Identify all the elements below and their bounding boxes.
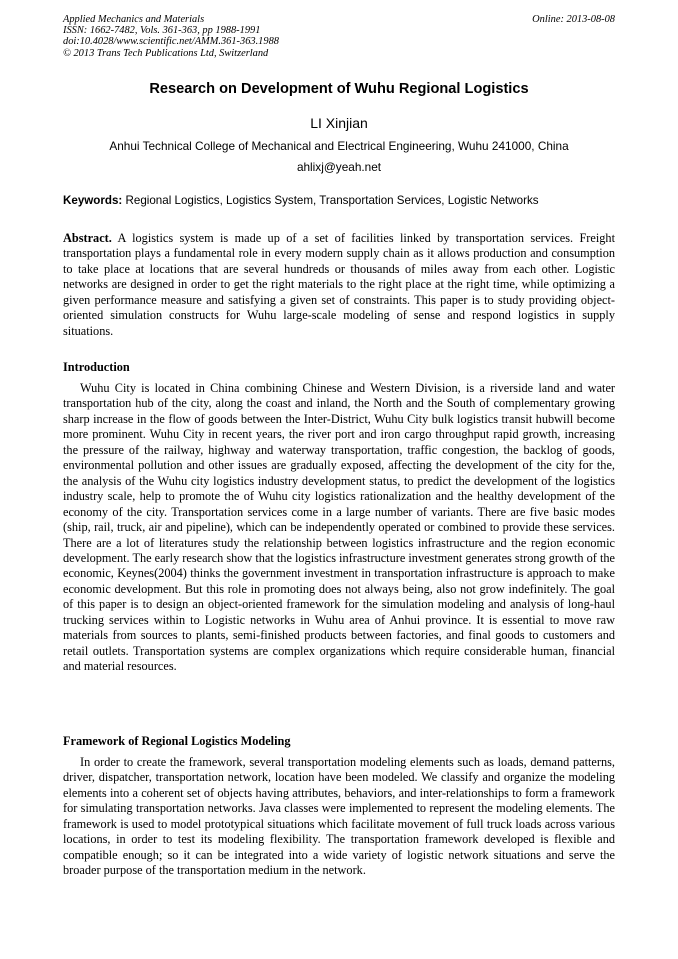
abstract-label: Abstract. [63,231,112,245]
issn-line: ISSN: 1662-7482, Vols. 361-363, pp 1988-1991 [63,25,261,37]
copyright-line: © 2013 Trans Tech Publications Ltd, Switzerland [63,47,269,59]
paper-title: Research on Development of Wuhu Regional Logistics [149,81,529,97]
doi-line: doi:10.4028/www.scientific.net/AMM.361-363.1988 [63,36,279,48]
section-body-introduction: Wuhu City is located in China combining Chinese and Western Division, is a riverside land and water transportation hub of the city, along the coast and inland, the North and the South of complementary growing sharp increase in the flow of goods between the Inter-District, Wuhu City bulk logistics transit hubwill become more prominent. Wuhu City in recent years, the river port and iron cargo throughput rapid growth, increasing the pressure of the railway, highway and waterway transportation, traffic congestion, the backlog of goods, environmental pollution and other issues are gradually exposed, affecting the development of the city for the, the analysis of the Wuhu city logistics industry development status, to predict the development of the logistics industry scale, help to promote the of Wuhu city logistics rationalization and the healthy development of the economy of the city. Transportation services come in a large number of variants. There are five basic modes (ship, rail, truck, air and pipeline), which can be independently operated or combined to provide these services. There are a lot of literatures study the relationship between logistics infrastructure and the region economic development. The early research show that the logistics infrastructure investment generates strong growth of the economic, Keynes(2004) thinks the government investment in transportation infrastructure is approach to make economic development. But this role in promoting does not always being, also not grow indefinitely. The goal of this paper is to design an object-oriented framework for the simulation modeling and analysis of long-haul trucking services within to Logistic networks in Wuhu area of Anhui province. It is essential to move raw materials from sources to plants, semi-finished products between factories, and final goods to customers and retail outlets. Transportation systems are complex organizations which require considerable human, financial and material resources. [63,381,615,674]
publication-header [63,14,615,59]
keywords-text: Regional Logistics, Logistics System, Transportation Services, Logistic Networks [125,194,539,207]
keywords [63,194,615,207]
abstract-text: A logistics system is made up of a set of facilities linked by transportation services. Freight transportation plays a fundamental role in every modern supply chain as it allows production and consumption to take place at locations that are several hundreds or thousands of miles away from each other. Logistic networks are designed in order to get the right materials to the right place at the right time, while optimizing a given performance measure and satisfying a given set of constraints. This paper is to study providing object-oriented simulation constructs for Wuhu large-scale modeling of sense and respond logistics in supply situations. [63,231,615,338]
keywords-label: Keywords: [63,194,123,207]
section-body-framework: In order to create the framework, several transportation modeling elements such as loads, demand patterns, driver, dispatcher, transportation network, location have been modeled. We classify and organize the modeling elements into a coherent set of objects having attributes, behaviors, and inter-relationships to form a framework for simulating transportation networks. Java classes were implemented to represent the modeling elements. The framework is used to model prototypical situations which facilitate movement of full truck loads across various locations, in order to test its modeling flexibility. The transportation framework developed is flexible and compatible enough; so it can be integrated into a wide variety of logistic network situations and serve the broader purpose of the transportation medium in the network. [63,755,615,878]
abstract [63,231,615,339]
section-heading-framework: Framework of Regional Logistics Modeling [63,734,291,748]
author-affiliation: Anhui Technical College of Mechanical and Electrical Engineering, Wuhu 241000, China [109,139,569,153]
author-email: ahlixj@yeah.net [296,160,382,174]
author-name: LI Xinjian [310,115,368,131]
section-heading-introduction: Introduction [63,360,130,374]
journal-name: Applied Mechanics and Materials [63,14,205,25]
online-date: Online: 2013-08-08 [532,14,615,25]
